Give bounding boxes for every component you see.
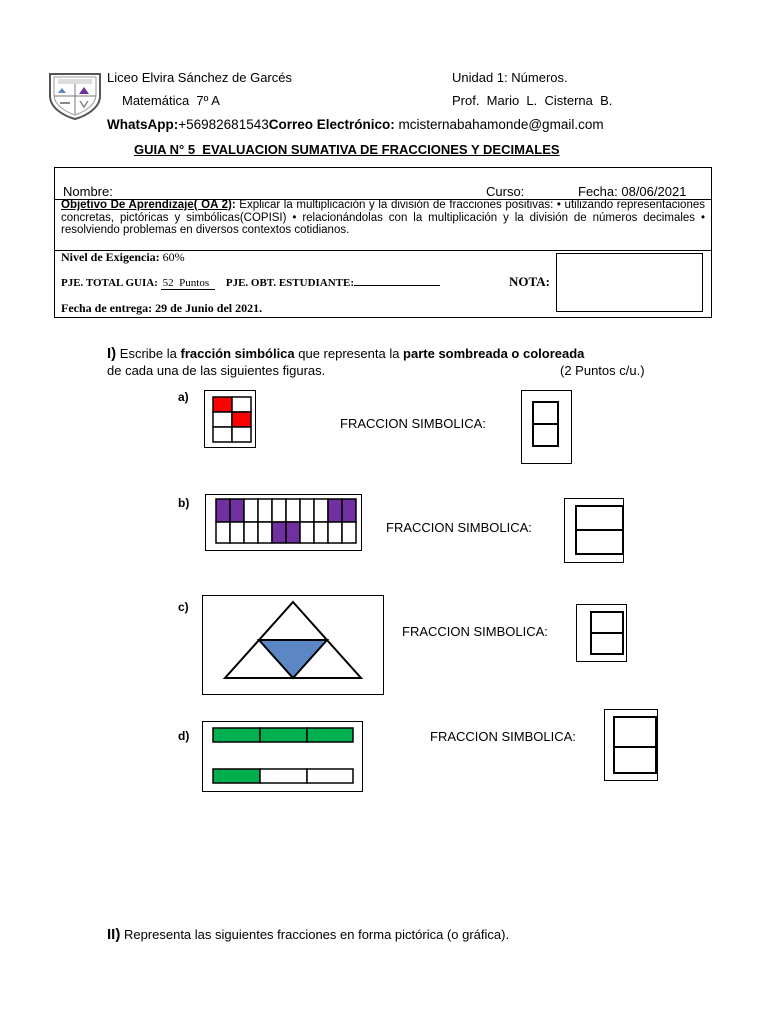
- section2-instruction: [107, 926, 509, 943]
- score-line: [61, 275, 440, 290]
- teacher-label: Prof. Mario L. Cisterna B.: [452, 93, 613, 108]
- delivery-date: Fecha de entrega: 29 de Junio del 2021.: [61, 301, 263, 315]
- section1-bold2: parte sombreada o coloreada: [403, 346, 585, 361]
- item-c-answer-frame: [576, 604, 627, 662]
- section1-instruction: [107, 345, 584, 362]
- item-b-letter: b): [178, 496, 190, 510]
- subject-label: Matemática 7º A: [122, 93, 220, 108]
- section1-text1: Escribe la: [116, 346, 181, 361]
- item-c-numerator-box[interactable]: [590, 611, 624, 634]
- grade-box[interactable]: [556, 253, 703, 312]
- section1-instruction-2: de cada una de las siguientes figuras.: [107, 363, 326, 378]
- item-a-answer-frame: [521, 390, 572, 464]
- whatsapp-number: +56982681543: [178, 117, 269, 132]
- item-a-numerator-box[interactable]: [532, 401, 559, 425]
- section2-text: Representa las siguientes fracciones en forma pictórica (o gráfica).: [120, 927, 510, 942]
- total-label: PJE. TOTAL GUIA:: [61, 277, 158, 289]
- item-d-answer-label: FRACCION SIMBOLICA:: [430, 729, 576, 744]
- figure-b: [205, 494, 362, 551]
- page-title: GUIA N° 5 EVALUACION SUMATIVA DE FRACCIONES Y DECIMALES: [134, 142, 560, 157]
- item-a-denominator-box[interactable]: [532, 423, 559, 447]
- obtained-label: PJE. OBT. ESTUDIANTE:: [225, 277, 355, 289]
- item-d-letter: d): [178, 729, 190, 743]
- item-b-answer-frame: [564, 498, 624, 563]
- email-address: mcisternabahamonde@gmail.com: [398, 117, 604, 132]
- item-c-denominator-box[interactable]: [590, 632, 624, 655]
- level-label: Nivel de Exigencia:: [61, 250, 160, 264]
- item-c-answer-label: FRACCION SIMBOLICA:: [402, 624, 548, 639]
- figure-c: [202, 595, 384, 695]
- item-b-denominator-box[interactable]: [575, 529, 624, 555]
- school-name: Liceo Elvira Sánchez de Garcés: [107, 70, 292, 85]
- section2-numeral: II): [107, 926, 121, 943]
- figure-d: [202, 721, 363, 792]
- section1-points: (2 Puntos c/u.): [560, 363, 645, 378]
- section1-text2: que representa la: [294, 346, 404, 361]
- item-d-denominator-box[interactable]: [613, 746, 657, 774]
- item-c-letter: c): [178, 600, 189, 614]
- figure-a: [204, 390, 256, 448]
- whatsapp-label: WhatsApp:: [107, 117, 179, 132]
- level-value: 60%: [159, 250, 185, 264]
- objective-text: [61, 199, 705, 237]
- item-d-answer-frame: [604, 709, 658, 781]
- email-label: Correo Electrónico:: [268, 117, 395, 132]
- objective-body: Explicar la multiplicación y la división de fracciones positivas: • utilizando representaciones concretas, pictóricas y simbólicas(COPISI) • relacionándolas con la multiplicación y la división de números decimales • resolviendo problemas en diversos contextos cotidianos.: [61, 199, 705, 237]
- date-label: Fecha: 08/06/2021: [578, 184, 687, 199]
- obtained-blank[interactable]: [354, 275, 440, 286]
- section1-bold1: fracción simbólica: [180, 346, 295, 361]
- objective-label: Objetivo De Aprendizaje( OA 2): [61, 199, 232, 211]
- objective-colon: :: [231, 199, 236, 211]
- contact-line: [107, 117, 604, 132]
- item-b-answer-label: FRACCION SIMBOLICA:: [386, 520, 532, 535]
- item-b-numerator-box[interactable]: [575, 505, 624, 531]
- course-label: Curso:: [486, 184, 525, 199]
- item-a-letter: a): [178, 390, 189, 404]
- level-line: [61, 250, 185, 265]
- grade-label: NOTA:: [509, 274, 550, 289]
- info-box: [54, 167, 712, 318]
- total-value: 52 Puntos: [161, 277, 215, 290]
- item-a-answer-label: FRACCION SIMBOLICA:: [340, 416, 486, 431]
- school-logo: [46, 70, 104, 120]
- item-d-numerator-box[interactable]: [613, 716, 657, 748]
- section1-numeral: I): [107, 345, 117, 362]
- name-label: Nombre:: [63, 184, 113, 199]
- unit-label: Unidad 1: Números.: [452, 70, 568, 85]
